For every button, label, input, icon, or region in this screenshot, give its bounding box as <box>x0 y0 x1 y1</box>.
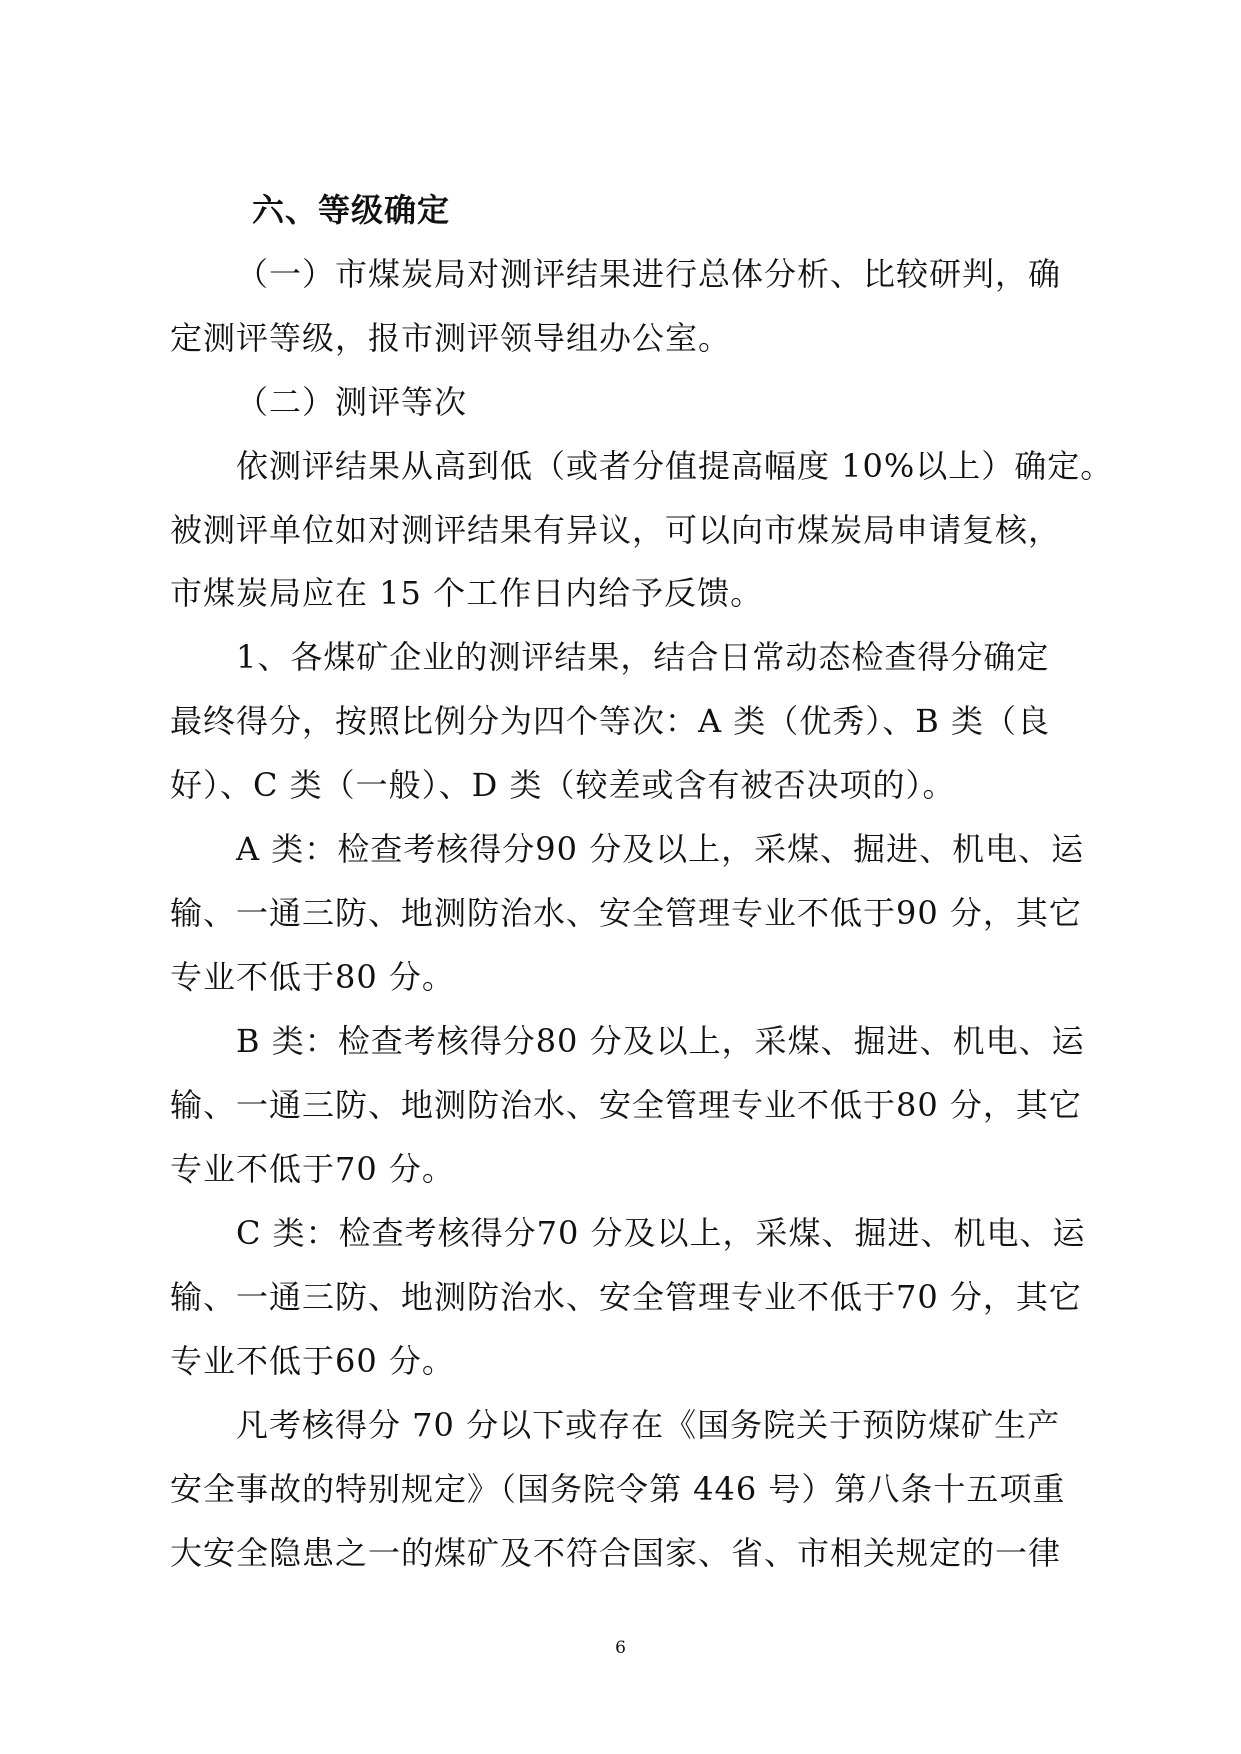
paragraph-line: 输、一通三防、地测防治水、安全管理专业不低于90 分，其它 <box>170 894 1082 932</box>
paragraph-line: 输、一通三防、地测防治水、安全管理专业不低于80 分，其它 <box>170 1086 1082 1124</box>
paragraph-line: A 类：检查考核得分90 分及以上，采煤、掘进、机电、运 <box>236 830 1085 868</box>
paragraph-line: 专业不低于60 分。 <box>170 1342 455 1380</box>
paragraph-line: 最终得分，按照比例分为四个等次：A 类（优秀）、B 类（良 <box>170 702 1050 740</box>
page-number: 6 <box>615 1638 626 1658</box>
section-heading: 六、等级确定 <box>252 191 451 229</box>
paragraph-line: 凡考核得分 70 分以下或存在《国务院关于预防煤矿生产 <box>236 1406 1061 1444</box>
paragraph-line: 1、各煤矿企业的测评结果，结合日常动态检查得分确定 <box>236 638 1050 676</box>
paragraph-line: B 类：检查考核得分80 分及以上，采煤、掘进、机电、运 <box>236 1022 1085 1060</box>
paragraph-line: （一）市煤炭局对测评结果进行总体分析、比较研判，确 <box>236 255 1062 293</box>
paragraph-line: C 类：检查考核得分70 分及以上，采煤、掘进、机电、运 <box>236 1214 1086 1252</box>
paragraph-line: 市煤炭局应在 15 个工作日内给予反馈。 <box>170 574 764 612</box>
paragraph-line: 专业不低于70 分。 <box>170 1150 455 1188</box>
paragraph-line: 专业不低于80 分。 <box>170 958 455 996</box>
paragraph-line: 大安全隐患之一的煤矿及不符合国家、省、市相关规定的一律 <box>170 1534 1062 1572</box>
paragraph-line: 依测评结果从高到低（或者分值提高幅度 10%以上）确定。 <box>236 447 1114 485</box>
paragraph-line: 好）、C 类（一般）、D 类（较差或含有被否决项的）。 <box>170 766 956 804</box>
subheading-line: （二）测评等次 <box>236 383 468 421</box>
paragraph-line: 定测评等级，报市测评领导组办公室。 <box>170 319 732 357</box>
paragraph-line: 被测评单位如对测评结果有异议，可以向市煤炭局申请复核， <box>170 511 1062 549</box>
paragraph-line: 输、一通三防、地测防治水、安全管理专业不低于70 分，其它 <box>170 1278 1082 1316</box>
paragraph-line: 安全事故的特别规定》（国务院令第 446 号）第八条十五项重 <box>170 1470 1066 1508</box>
